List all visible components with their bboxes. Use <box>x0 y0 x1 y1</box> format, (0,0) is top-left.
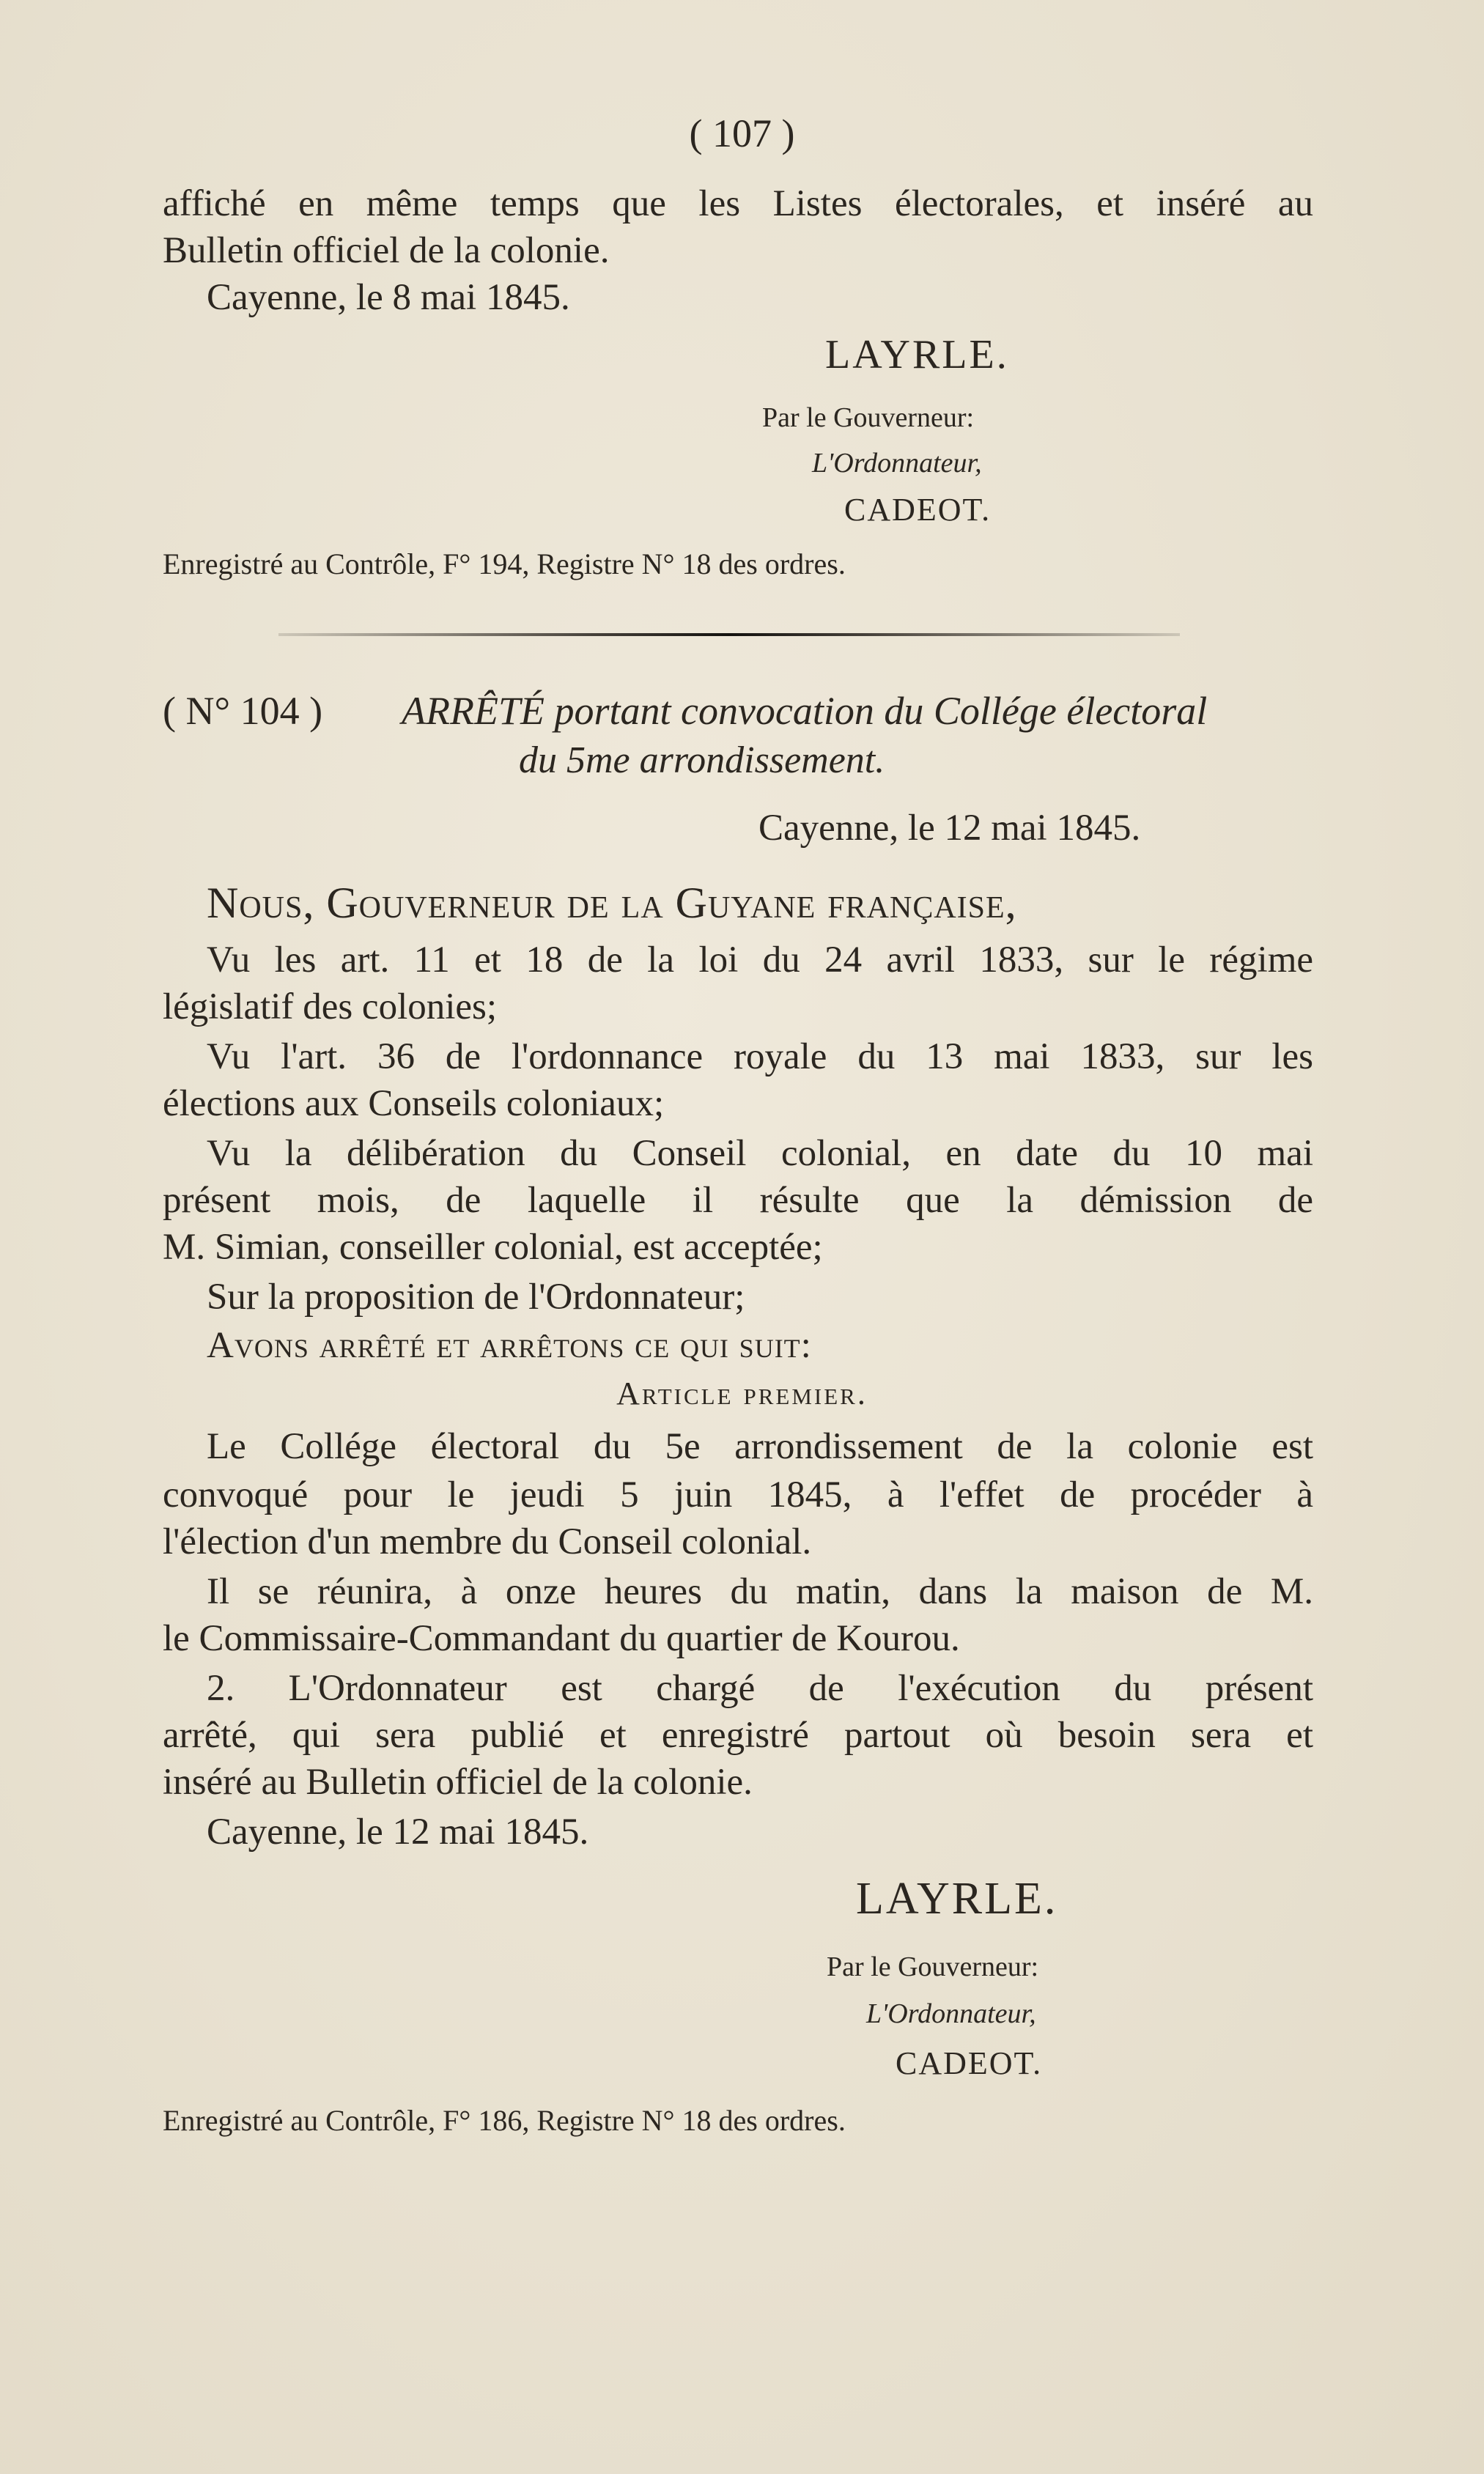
text-line: présent mois, de laquelle il résulte que la démission de <box>163 1180 1313 1221</box>
registration-note: Enregistré au Contrôle, F° 194, Registre N° 18 des ordres. <box>163 547 846 580</box>
decree-number: ( N° 104 ) <box>163 689 323 733</box>
page-number: ( 107 ) <box>689 111 795 155</box>
text-line: Vu l'art. 36 de l'ordonnance royale du 13 mai 1833, sur les <box>207 1036 1313 1077</box>
text-line: le Commissaire-Commandant du quartier de Kourou. <box>163 1618 960 1659</box>
text-line: affiché en même temps que les Listes électorales, et inséré au <box>163 183 1313 224</box>
decree-title-continued: du 5me arrondissement. <box>519 739 885 781</box>
text-line: élections aux Conseils coloniaux; <box>163 1083 665 1124</box>
text-line: Il se réunira, à onze heures du matin, dans la maison de M. <box>207 1571 1313 1612</box>
text-line: arrêté, qui sera publié et enregistré partout où besoin sera et <box>163 1715 1313 1756</box>
text-line: l'élection d'un membre du Conseil colonial. <box>163 1521 812 1562</box>
text-line: Vu la délibération du Conseil colonial, en date du 10 mai <box>207 1133 1313 1174</box>
signature: LAYRLE. <box>856 1874 1058 1924</box>
opening-formula: Nous, Gouverneur de la Guyane française, <box>207 879 1017 927</box>
signature-role: L'Ordonnateur, <box>866 1998 1036 2029</box>
text-line: Sur la proposition de l'Ordonnateur; <box>207 1277 745 1318</box>
text-line: inséré au Bulletin officiel de la colonie. <box>163 1762 753 1803</box>
text-line: Avons arrêté et arrêtons ce qui suit: <box>207 1325 812 1366</box>
text-line: législatif des colonies; <box>163 986 498 1027</box>
text-line: Bulletin officiel de la colonie. <box>163 230 610 271</box>
article-heading: Article premier. <box>616 1376 868 1411</box>
signature-role: L'Ordonnateur, <box>812 448 982 479</box>
signature: LAYRLE. <box>825 332 1009 377</box>
text-line: convoqué pour le jeudi 5 juin 1845, à l'effet de procéder à <box>163 1474 1313 1515</box>
text-line: Le Collége électoral du 5e arrondissement de la colonie est <box>207 1426 1313 1467</box>
place-date: Cayenne, le 12 mai 1845. <box>758 808 1141 849</box>
registration-note: Enregistré au Contrôle, F° 186, Registre N° 18 des ordres. <box>163 2104 846 2137</box>
date-line: Cayenne, le 8 mai 1845. <box>207 277 570 318</box>
text-line: Vu les art. 11 et 18 de la loi du 24 avril 1833, sur le régime <box>207 939 1313 981</box>
signature-by: Par le Gouverneur: <box>762 402 975 433</box>
countersignature: CADEOT. <box>896 2045 1043 2081</box>
countersignature: CADEOT. <box>844 492 992 528</box>
section-divider <box>278 633 1180 636</box>
text-line: 2. L'Ordonnateur est chargé de l'exécution du présent <box>207 1668 1313 1709</box>
text-line: M. Simian, conseiller colonial, est acceptée; <box>163 1227 823 1268</box>
decree-title: ARRÊTÉ portant convocation du Collége électoral <box>402 689 1208 733</box>
date-line: Cayenne, le 12 mai 1845. <box>207 1812 589 1853</box>
signature-by: Par le Gouverneur: <box>827 1951 1039 1982</box>
